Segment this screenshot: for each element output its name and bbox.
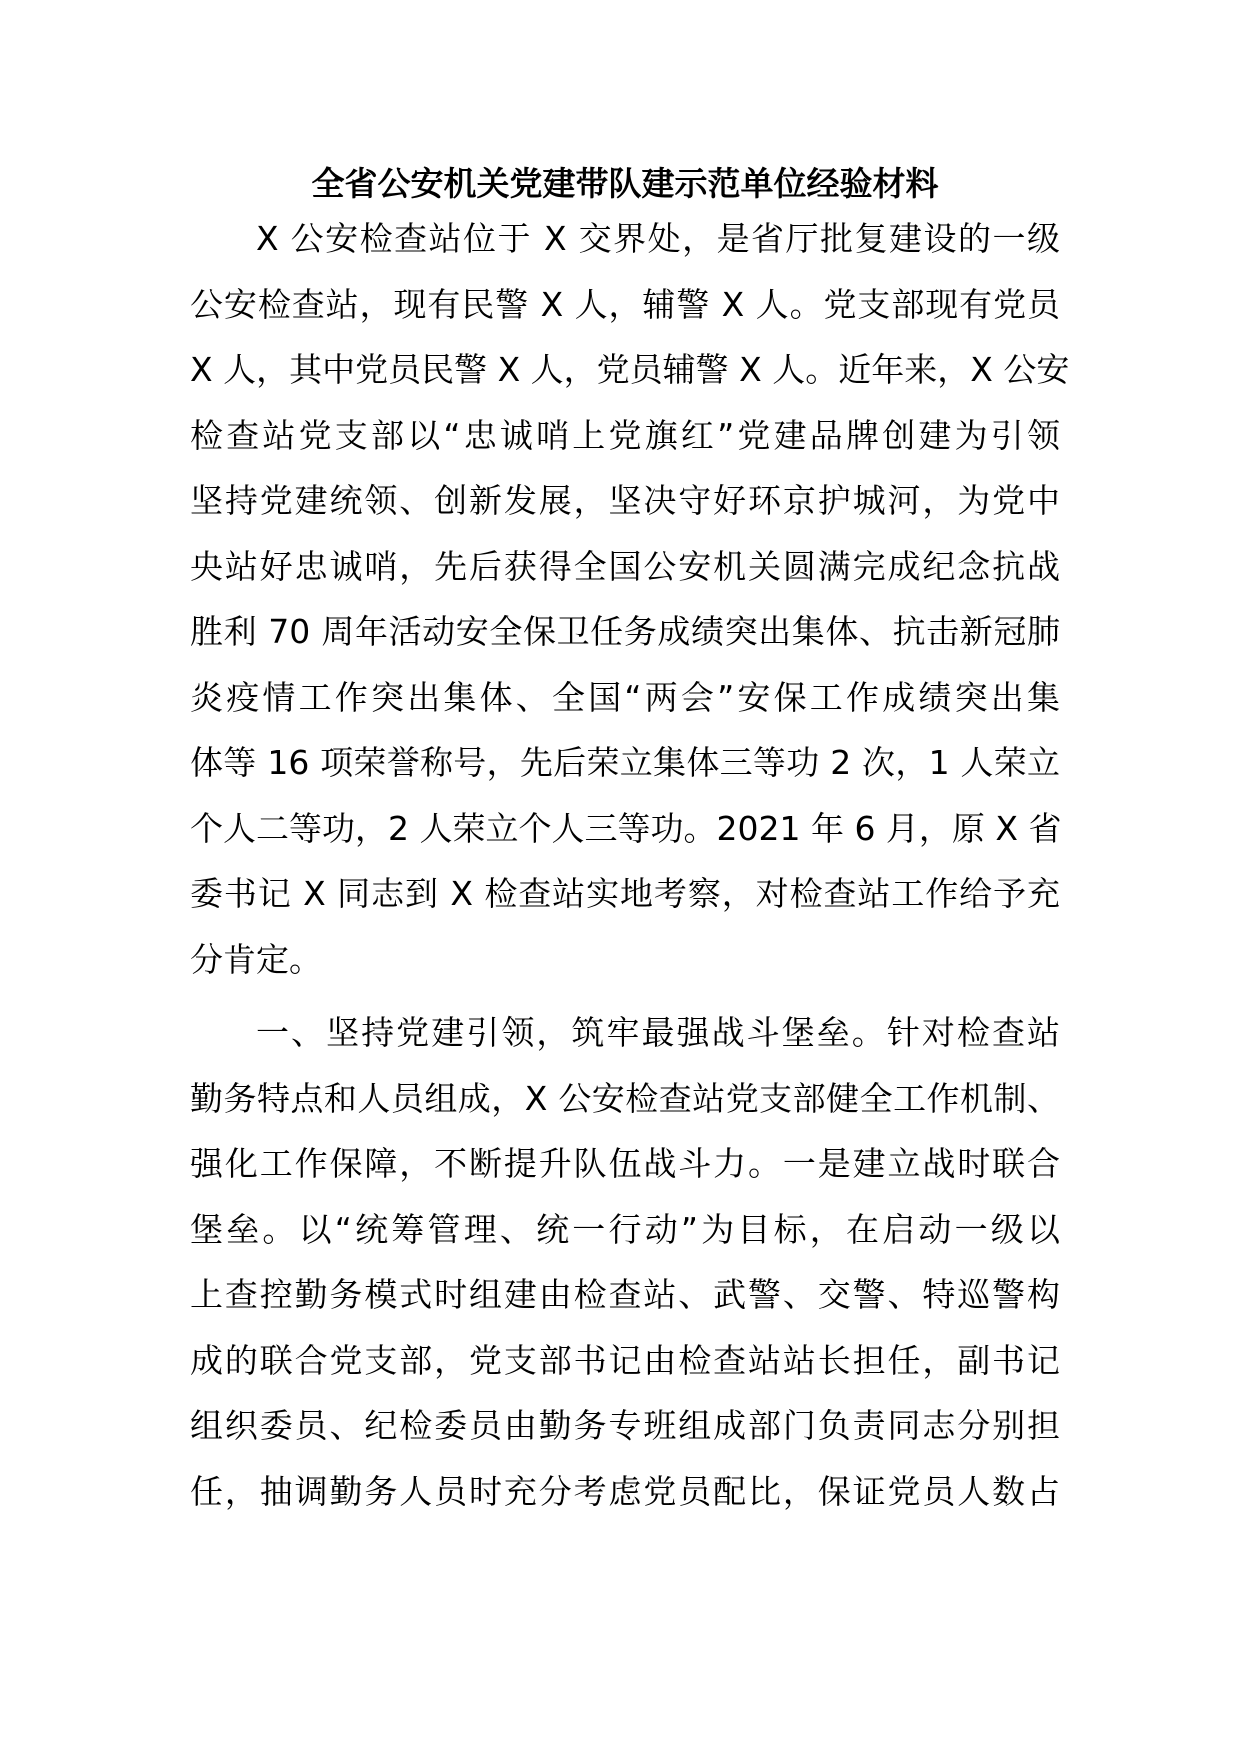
paragraph-line: 上查控勤务模式时组建由检查站、武警、交警、特巡警构 <box>190 1275 1060 1314</box>
paragraph-line: 强化工作保障，不断提升队伍战斗力。一是建立战时联合 <box>190 1144 1060 1183</box>
paragraph-line: 任，抽调勤务人员时充分考虑党员配比，保证党员人数占 <box>190 1471 1060 1511</box>
paragraph-intro <box>190 206 1070 992</box>
paragraph-line: 央站好忠诚哨，先后获得全国公安机关圆满完成纪念抗战 <box>190 546 1060 586</box>
paragraph-line: 一、坚持党建引领，筑牢最强战斗堡垒。针对检查站 <box>256 1013 1060 1052</box>
paragraph-line: 检查站党支部以“忠诚哨上党旗红”党建品牌创建为引领 <box>190 415 1060 455</box>
paragraph-line: 勤务特点和人员组成，X 公安检查站党支部健全工作机制、 <box>190 1078 1060 1118</box>
paragraph-line: 成的联合党支部，党支部书记由检查站站长担任，副书记 <box>190 1340 1060 1380</box>
paragraph-line: 委书记 X 同志到 X 检查站实地考察，对检查站工作给予充 <box>190 874 1060 913</box>
document-title: 全省公安机关党建带队建示范单位经验材料 <box>311 164 939 203</box>
paragraph-section-one <box>190 1000 1060 1524</box>
paragraph-line: 炎疫情工作突出集体、全国“两会”安保工作成绩突出集 <box>190 677 1060 717</box>
paragraph-line: 体等 16 项荣誉称号，先后荣立集体三等功 2 次，1 人荣立 <box>190 743 1060 782</box>
paragraph-line: 分肯定。 <box>190 939 322 979</box>
paragraph-line: 坚持党建统领、创新发展，坚决守好环京护城河，为党中 <box>190 481 1060 520</box>
paragraph-line: X 人，其中党员民警 X 人，党员辅警 X 人。近年来，X 公安 <box>190 350 1070 389</box>
paragraph-line: 个人二等功，2 人荣立个人三等功。2021 年 6 月，原 X 省 <box>190 808 1062 848</box>
paragraph-line: 堡垒。以“统筹管理、统一行动”为目标，在启动一级以 <box>190 1209 1060 1249</box>
paragraph-line: 胜利 70 周年活动安全保卫任务成绩突出集体、抗击新冠肺 <box>190 612 1060 651</box>
paragraph-line: X 公安检查站位于 X 交界处，是省厅批复建设的一级 <box>256 219 1060 258</box>
paragraph-line: 公安检查站，现有民警 X 人，辅警 X 人。党支部现有党员 <box>190 284 1060 324</box>
paragraph-line: 组织委员、纪检委员由勤务专班组成部门负责同志分别担 <box>190 1406 1060 1445</box>
